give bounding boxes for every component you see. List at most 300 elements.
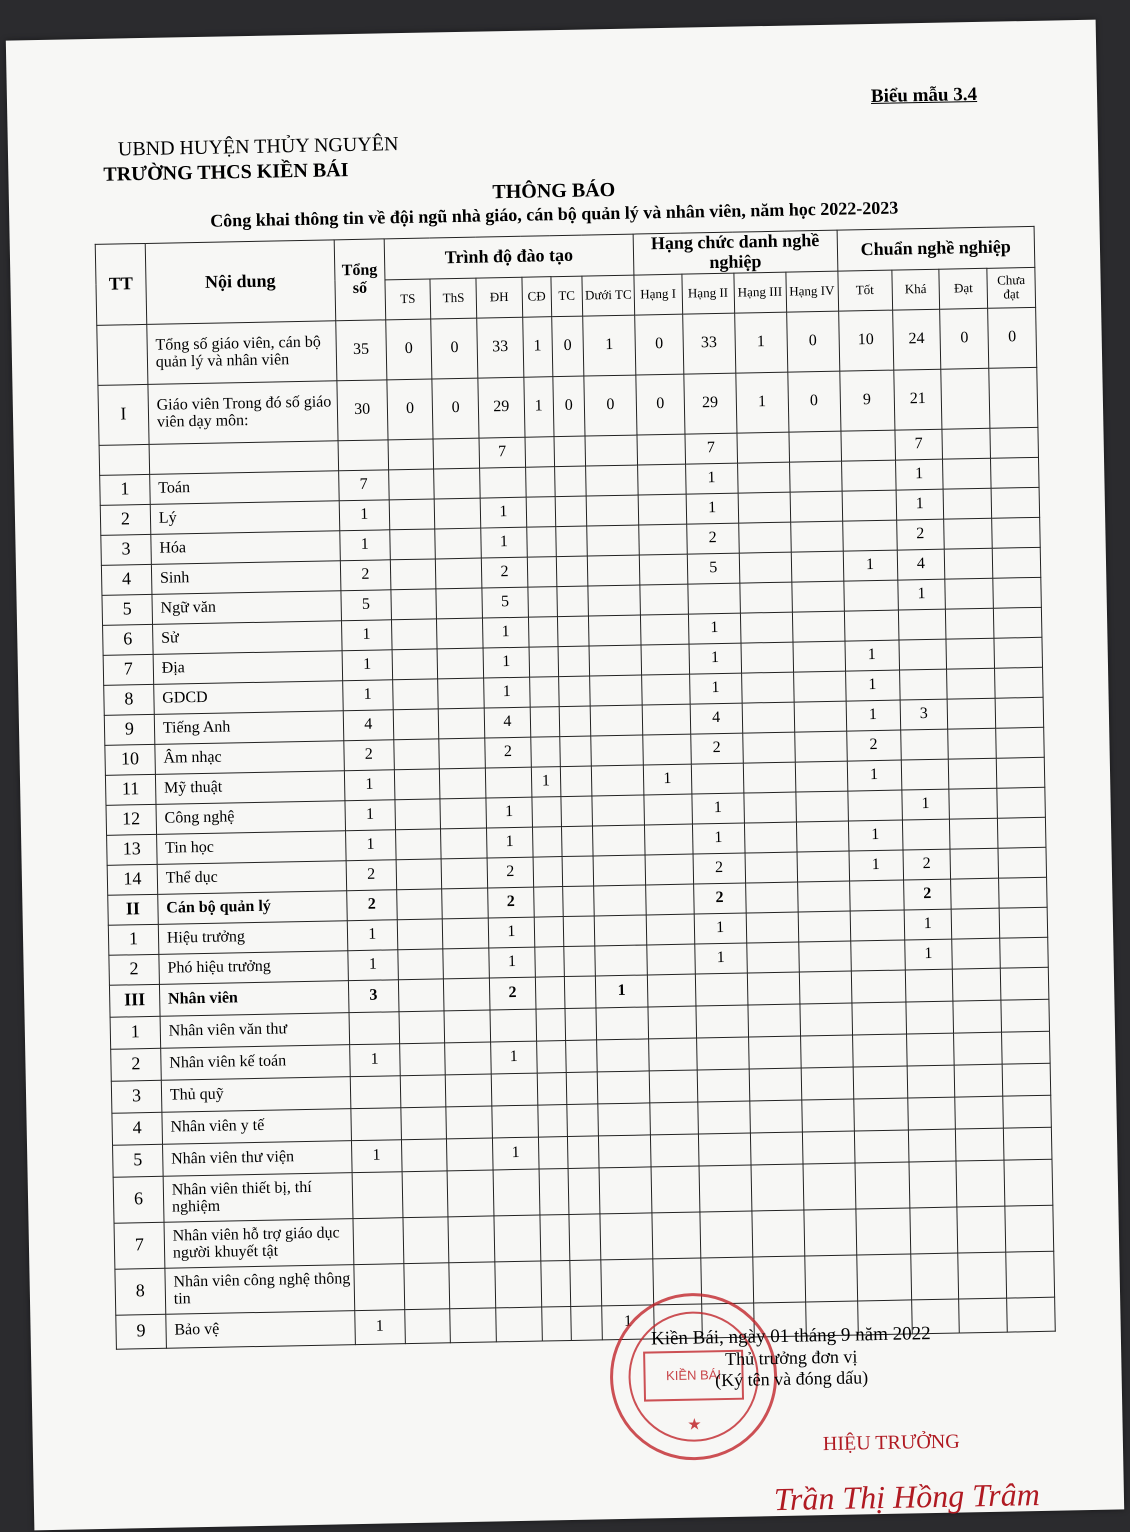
row-cell (540, 1214, 570, 1261)
row-cell: 2 (896, 519, 944, 550)
row-cell (564, 946, 596, 977)
row-cell: 29 (684, 373, 737, 434)
row-cell (388, 439, 434, 470)
row-cell: 1 (735, 372, 788, 433)
row-cell: 10 (838, 310, 893, 371)
row-cell: 1 (897, 579, 945, 610)
header-hang-3: Hạng III (734, 272, 787, 313)
row-cell (803, 1163, 856, 1210)
header-hang-2: Hạng II (682, 273, 735, 314)
row-cell (596, 1007, 649, 1040)
row-cell: 1 (848, 820, 903, 851)
row-cell (795, 761, 847, 792)
row-cell (652, 1212, 701, 1259)
row-cell (585, 435, 638, 466)
row-cell (588, 615, 641, 646)
row-cell (898, 639, 946, 670)
row-cell (401, 1138, 447, 1171)
header-hang-chuc-danh: Hạng chức danh nghề nghiệp (633, 230, 837, 274)
row-cell (527, 556, 557, 587)
row-cell (740, 612, 792, 643)
row-cell (738, 492, 790, 523)
row-cell: 4 (343, 709, 393, 740)
row-cell (749, 1068, 802, 1101)
row-cell (391, 619, 437, 650)
row-name: Tổng số giáo viên, cán bộ quản lý và nhân viên (147, 320, 337, 384)
header-tc: TC (551, 276, 583, 317)
row-cell (560, 766, 592, 797)
table-body (97, 307, 1055, 1349)
row-cell: 7 (685, 433, 737, 464)
row-cell (907, 1065, 955, 1098)
row-cell (450, 1308, 496, 1343)
row-cell: 4 (484, 707, 530, 738)
row-cell (447, 1170, 494, 1217)
row-cell (855, 1162, 910, 1209)
row-cell (953, 968, 1001, 1001)
row-cell (393, 709, 439, 740)
row-tt: 11 (105, 774, 155, 805)
row-cell (530, 706, 560, 737)
place-date: Kiền Bái, ngày 01 tháng 9 năm 2022 (650, 1323, 931, 1350)
row-cell (541, 1306, 571, 1341)
row-cell: 1 (342, 649, 392, 680)
row-cell (793, 671, 845, 702)
row-tt: 9 (104, 714, 154, 745)
row-cell (1002, 1063, 1051, 1096)
row-tt: 4 (112, 1112, 162, 1145)
row-cell: 1 (483, 647, 529, 678)
row-cell (491, 1073, 537, 1106)
row-cell (529, 676, 559, 707)
row-cell (956, 1160, 1005, 1207)
row-cell (855, 1208, 910, 1255)
row-cell: 1 (347, 919, 397, 950)
row-cell (440, 768, 486, 799)
row-cell (948, 728, 996, 759)
row-cell (802, 1131, 855, 1164)
row-cell: 33 (682, 313, 735, 374)
row-cell (439, 738, 485, 769)
row-cell (559, 706, 591, 737)
row-cell (404, 1308, 450, 1343)
row-cell (441, 828, 487, 859)
row-cell (797, 881, 849, 912)
row-cell (856, 1254, 911, 1301)
row-cell (992, 547, 1041, 578)
row-cell: 1 (355, 1309, 405, 1344)
row-cell (592, 825, 645, 856)
row-cell (906, 1033, 954, 1066)
row-cell (555, 496, 587, 527)
row-cell (352, 1171, 403, 1218)
row-cell (746, 942, 798, 973)
org-line-1: UBND HUYỆN THỦY NGUYÊN (117, 133, 399, 161)
row-cell (998, 847, 1047, 878)
row-cell (995, 697, 1044, 728)
row-cell (389, 529, 435, 560)
row-cell (737, 432, 789, 463)
row-cell (1003, 1095, 1052, 1128)
row-cell (564, 976, 596, 1009)
row-cell (738, 522, 790, 553)
row-cell: 2 (487, 857, 533, 888)
row-cell (392, 649, 438, 680)
row-cell (638, 464, 686, 495)
row-name: Mỹ thuật (155, 770, 345, 804)
row-cell (649, 1038, 697, 1071)
row-cell (433, 438, 479, 469)
row-cell (445, 1042, 491, 1075)
row-cell (698, 1101, 751, 1134)
row-cell (742, 732, 794, 763)
row-cell (449, 1262, 496, 1309)
row-cell (947, 668, 995, 699)
row-name: Sử (152, 620, 342, 654)
row-cell (849, 880, 904, 911)
row-cell (554, 436, 586, 467)
row-cell: 2 (846, 730, 901, 761)
row-cell (593, 855, 646, 886)
row-cell (747, 972, 800, 1005)
row-cell (558, 646, 590, 677)
row-cell (991, 457, 1040, 488)
row-cell (908, 1129, 956, 1162)
row-cell: 1 (692, 793, 744, 824)
row-cell: 1 (686, 493, 738, 524)
row-cell: 1 (484, 677, 530, 708)
row-cell: 1 (483, 617, 529, 648)
row-name (149, 440, 339, 474)
row-cell (600, 1213, 653, 1260)
row-cell (750, 1132, 803, 1165)
row-name: Nhân viên văn thư (160, 1012, 350, 1048)
row-cell (353, 1217, 404, 1264)
row-cell (902, 819, 950, 850)
row-tt: I (98, 384, 149, 445)
header-noi-dung: Nội dung (145, 240, 336, 324)
row-cell (571, 1305, 603, 1340)
row-cell: 9 (839, 370, 894, 431)
row-cell (801, 1067, 854, 1100)
row-cell: 0 (988, 307, 1037, 368)
row-cell (997, 787, 1046, 818)
row-cell: 1 (351, 1139, 401, 1172)
row-cell (905, 969, 953, 1002)
row-cell: 0 (387, 379, 434, 440)
row-cell (525, 436, 555, 467)
header-dh: ĐH (476, 277, 522, 318)
header-duoi-tc: Dưới TC (582, 275, 635, 316)
row-cell (647, 944, 695, 975)
row-cell (535, 976, 565, 1009)
row-cell (639, 524, 687, 555)
document-page (6, 20, 1124, 1531)
row-name: Toán (149, 470, 339, 504)
row-cell (561, 796, 593, 827)
header-tt: TT (95, 243, 146, 325)
row-cell: 1 (895, 459, 943, 490)
row-cell: 1 (847, 760, 902, 791)
row-cell (526, 496, 556, 527)
row-cell (533, 886, 563, 917)
row-cell (400, 1074, 446, 1107)
header-chua-dat: Chưa đạt (987, 267, 1036, 308)
row-cell (850, 940, 905, 971)
row-cell (640, 614, 688, 645)
row-cell (899, 669, 947, 700)
row-cell: 1 (689, 643, 741, 674)
row-cell: 2 (485, 737, 531, 768)
row-cell (954, 1032, 1002, 1065)
row-cell (351, 1107, 401, 1140)
row-cell (853, 1098, 908, 1131)
row-cell (435, 528, 481, 559)
row-tt: 5 (102, 594, 152, 625)
row-cell: 1 (643, 764, 691, 795)
row-cell (995, 667, 1044, 698)
row-cell (495, 1261, 542, 1308)
row-cell: 3 (900, 699, 948, 730)
staff-table (95, 226, 1056, 1349)
row-cell (794, 731, 846, 762)
row-cell (388, 469, 434, 500)
row-cell (567, 1136, 599, 1169)
row-cell (752, 1210, 805, 1257)
row-tt: 6 (113, 1176, 164, 1223)
row-cell (851, 970, 906, 1003)
row-tt: 13 (107, 834, 157, 865)
header-hang-1: Hạng I (634, 274, 683, 315)
row-cell (841, 460, 896, 491)
row-cell (843, 580, 898, 611)
svg-text:KIỀN BÁI: KIỀN BÁI (665, 1367, 722, 1384)
row-cell (434, 468, 480, 499)
row-cell: 21 (893, 369, 942, 430)
row-cell (404, 1262, 451, 1309)
row-cell (439, 708, 485, 739)
page-title: THÔNG BÁO (492, 178, 616, 204)
row-cell (946, 608, 994, 639)
row-cell: 1 (340, 529, 390, 560)
row-cell: 1 (522, 316, 552, 377)
row-cell (898, 609, 946, 640)
row-cell (1001, 999, 1050, 1032)
row-cell (592, 795, 645, 826)
row-cell (447, 1138, 493, 1171)
row-cell (528, 616, 558, 647)
row-cell (1003, 1127, 1052, 1160)
row-name: Nhân viên (159, 980, 349, 1016)
row-cell (392, 679, 438, 710)
row-cell (909, 1207, 958, 1254)
row-tt: 12 (106, 804, 156, 835)
row-cell (959, 1298, 1007, 1333)
row-cell (350, 1075, 400, 1108)
row-cell (393, 739, 439, 770)
row-cell (554, 466, 586, 497)
row-cell: 0 (940, 308, 989, 369)
row-cell (957, 1206, 1006, 1253)
row-cell (945, 578, 993, 609)
header-tot: Tốt (837, 270, 892, 311)
row-cell (800, 1035, 853, 1068)
row-cell (739, 552, 791, 583)
row-cell (644, 824, 692, 855)
row-cell (587, 555, 640, 586)
row-cell (398, 978, 444, 1011)
row-tt (97, 324, 148, 385)
row-cell (390, 559, 436, 590)
form-code: Biểu mẫu 3.4 (870, 83, 978, 108)
row-cell (956, 1128, 1004, 1161)
row-cell (558, 676, 590, 707)
row-name: Nhân viên công nghệ thông tin (165, 1264, 355, 1314)
row-cell: 0 (385, 319, 432, 380)
row-cell: 1 (493, 1137, 539, 1170)
row-cell: 2 (347, 889, 397, 920)
row-cell (842, 490, 897, 521)
header-dat: Đạt (939, 268, 988, 309)
row-tt: 6 (103, 624, 153, 655)
row-cell (440, 798, 486, 829)
row-cell (589, 645, 642, 676)
row-cell (748, 1036, 801, 1069)
row-cell (533, 856, 563, 887)
principal-signature: Trần Thị Hồng Trâm (773, 1476, 1041, 1518)
row-cell: 1 (602, 1304, 655, 1339)
row-name: Tin học (156, 830, 346, 864)
row-tt: 4 (101, 564, 151, 595)
row-cell (737, 462, 789, 493)
row-cell: 1 (341, 619, 391, 650)
row-cell (567, 1104, 599, 1137)
row-tt: 5 (113, 1144, 163, 1177)
row-cell (349, 1011, 399, 1044)
row-cell: 1 (845, 640, 900, 671)
row-cell (907, 1097, 955, 1130)
row-cell (951, 908, 999, 939)
row-cell (591, 765, 644, 796)
row-tt: 9 (116, 1314, 166, 1349)
row-cell: 1 (901, 789, 949, 820)
row-cell (989, 367, 1038, 428)
row-cell (637, 434, 685, 465)
row-cell (743, 762, 795, 793)
row-cell (594, 915, 647, 946)
row-cell (901, 759, 949, 790)
row-cell (398, 948, 444, 979)
row-cell (909, 1161, 958, 1208)
row-cell (946, 638, 994, 669)
row-cell (741, 672, 793, 703)
row-cell (599, 1167, 652, 1214)
row-cell: 1 (685, 463, 737, 494)
row-cell (745, 852, 797, 883)
row-cell (494, 1215, 541, 1262)
row-name: Hiệu trưởng (158, 920, 348, 954)
row-cell: 33 (477, 317, 524, 378)
row-cell (698, 1133, 751, 1166)
row-name: Bảo vệ (166, 1310, 356, 1348)
row-cell (444, 1010, 490, 1043)
row-cell (1002, 1031, 1051, 1064)
row-cell (942, 428, 990, 459)
row-cell (557, 616, 589, 647)
row-cell: 0 (552, 316, 584, 377)
row-cell: 5 (482, 587, 528, 618)
row-cell (354, 1263, 405, 1310)
row-cell (847, 790, 902, 821)
row-cell (643, 734, 691, 765)
row-cell (994, 637, 1043, 668)
row-cell: 2 (693, 853, 745, 884)
row-cell (691, 763, 743, 794)
row-cell (594, 885, 647, 916)
row-cell (399, 1010, 445, 1043)
row-cell (437, 618, 483, 649)
row-cell (688, 583, 740, 614)
row-cell (389, 499, 435, 530)
row-cell: 29 (478, 377, 525, 438)
row-cell (697, 1069, 750, 1102)
row-cell (740, 582, 792, 613)
row-cell (649, 1070, 697, 1103)
row-cell (748, 1004, 801, 1037)
row-cell (595, 945, 648, 976)
row-cell: 1 (849, 850, 904, 881)
row-cell (435, 498, 481, 529)
row-cell (945, 548, 993, 579)
row-cell (640, 584, 688, 615)
row-cell (569, 1214, 601, 1261)
row-cell (947, 698, 995, 729)
row-name: Tiếng Anh (154, 710, 344, 744)
row-cell: 1 (489, 947, 535, 978)
row-cell (996, 757, 1045, 788)
row-cell (844, 610, 899, 641)
row-cell (851, 1002, 906, 1035)
header-cd: CĐ (522, 276, 552, 317)
row-cell: 2 (489, 977, 535, 1010)
row-cell (560, 736, 592, 767)
row-cell: 1 (692, 823, 744, 854)
row-cell (401, 1106, 447, 1139)
row-name: Giáo viên Trong đó số giáo viên dạy môn: (148, 380, 338, 444)
row-name: Cán bộ quản lý (158, 890, 348, 924)
row-cell: 3 (348, 979, 398, 1012)
row-cell (539, 1168, 569, 1215)
row-cell (565, 1040, 597, 1073)
row-cell (565, 1008, 597, 1041)
row-cell (448, 1216, 495, 1263)
row-cell (840, 430, 895, 461)
sign-note: (Ký tên và đóng dấu) (714, 1367, 869, 1391)
row-cell (590, 675, 643, 706)
row-tt: 1 (110, 1016, 160, 1049)
row-cell (442, 888, 488, 919)
row-cell (952, 938, 1000, 969)
row-cell (557, 586, 589, 617)
row-name: Hóa (151, 530, 341, 564)
row-cell (992, 517, 1041, 548)
row-cell (744, 822, 796, 853)
row-cell (485, 767, 531, 798)
row-cell (561, 826, 593, 857)
row-cell (538, 1104, 568, 1137)
row-cell (394, 768, 440, 799)
row-tt: 8 (104, 684, 154, 715)
